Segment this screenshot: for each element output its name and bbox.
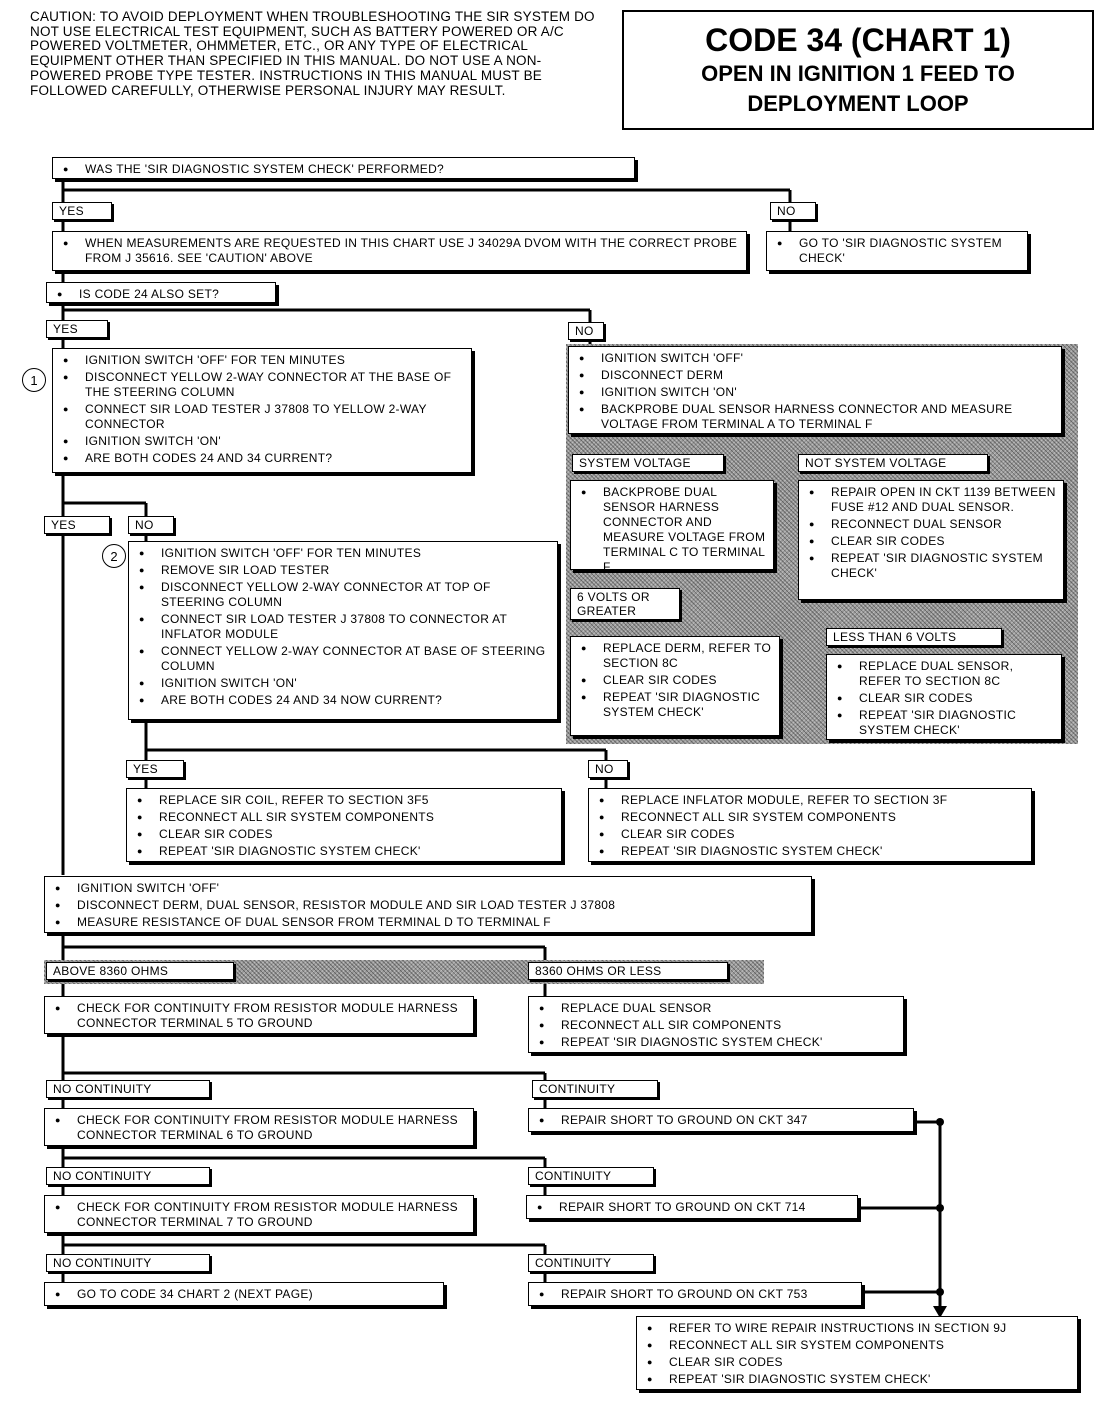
chart-title: CODE 34 (CHART 1) xyxy=(705,22,1011,58)
box-step-1 xyxy=(52,348,472,473)
list-item: ● RECONNECT DUAL SENSOR xyxy=(809,517,1057,532)
label-yes: YES xyxy=(44,516,110,534)
list-item: ● BACKPROBE DUAL SENSOR HARNESS CONNECTOR AND MEASURE VOLTAGE FROM TERMINAL A TO TERMINAL F xyxy=(579,402,1055,432)
list-item: ● GO TO CODE 34 CHART 2 (NEXT PAGE) xyxy=(55,1287,437,1302)
list-item: ● CHECK FOR CONTINUITY FROM RESISTOR MODULE HARNESS CONNECTOR TERMINAL 5 TO GROUND xyxy=(55,1001,467,1031)
box-replace-sir-coil xyxy=(126,788,562,862)
caution-text: CAUTION: TO AVOID DEPLOYMENT WHEN TROUBLESHOOTING THE SIR SYSTEM DO NOT USE ELECTRICAL TEST EQUIPMENT, SUCH AS BATTERY POWERED OR A/C POWERED VOLTMETER, OHMMETER, ETC., OR ANY TYPE OF ELECTRICAL EQUIPMENT OTHER THAN SPECIFIED IN THIS MANUAL. DO NOT USE A NON-POWERED PROBE TYPE TESTER. INSTRUCTIONS IN THIS MANUAL MUST BE FOLLOWED CAREFULLY, OTHERWISE PERSONAL INJURY MAY RESULT. xyxy=(30,9,595,98)
list-item: ● REPLACE DUAL SENSOR, REFER TO SECTION 8C xyxy=(837,659,1055,689)
box-check-terminal-7 xyxy=(44,1195,474,1233)
list-item: ● REPEAT 'SIR DIAGNOSTIC SYSTEM CHECK' xyxy=(137,844,555,859)
list-item: ● DISCONNECT DERM, DUAL SENSOR, RESISTOR MODULE AND SIR LOAD TESTER J 37808 xyxy=(55,898,805,913)
list-item: ● CONNECT SIR LOAD TESTER J 37808 TO CONNECTOR AT INFLATOR MODULE xyxy=(139,612,551,642)
label-no-continuity: NO CONTINUITY xyxy=(46,1167,210,1185)
list-item: ● DISCONNECT YELLOW 2-WAY CONNECTOR AT THE BASE OF THE STEERING COLUMN xyxy=(63,370,465,400)
list-item: ● REPLACE INFLATOR MODULE, REFER TO SECTION 3F xyxy=(599,793,1025,808)
box-measure-resistance xyxy=(44,876,812,933)
list-item: ● IS CODE 24 ALSO SET? xyxy=(57,287,269,302)
chart-subtitle-line-2: DEPLOYMENT LOOP xyxy=(747,91,969,116)
list-item: ● CLEAR SIR CODES xyxy=(581,673,773,688)
list-item: ● CHECK FOR CONTINUITY FROM RESISTOR MODULE HARNESS CONNECTOR TERMINAL 6 TO GROUND xyxy=(55,1113,467,1143)
list-item: ● REPLACE DERM, REFER TO SECTION 8C xyxy=(581,641,773,671)
label-continuity: CONTINUITY xyxy=(528,1254,654,1272)
list-item: ● REPEAT 'SIR DIAGNOSTIC SYSTEM CHECK' xyxy=(647,1372,1071,1387)
box-backprobe-terminal-c xyxy=(570,480,774,574)
label-yes: YES xyxy=(126,760,184,778)
list-item: ● IGNITION SWITCH 'OFF' FOR TEN MINUTES xyxy=(63,353,465,368)
list-item: ● WAS THE 'SIR DIAGNOSTIC SYSTEM CHECK' PERFORMED? xyxy=(63,162,628,177)
step-marker-1: 1 xyxy=(22,368,46,392)
list-item: ● RECONNECT ALL SIR SYSTEM COMPONENTS xyxy=(137,810,555,825)
list-item: ● RECONNECT ALL SIR SYSTEM COMPONENTS xyxy=(647,1338,1071,1353)
label-continuity: CONTINUITY xyxy=(528,1167,654,1185)
list-item: ● GO TO 'SIR DIAGNOSTIC SYSTEM CHECK' xyxy=(777,236,1021,266)
list-item: ● RECONNECT ALL SIR SYSTEM COMPONENTS xyxy=(599,810,1025,825)
list-item: ● REFER TO WIRE REPAIR INSTRUCTIONS IN SECTION 9J xyxy=(647,1321,1071,1336)
box-final-wire-repair xyxy=(636,1316,1078,1390)
box-repair-ckt-1139 xyxy=(798,480,1064,600)
list-item: ● IGNITION SWITCH 'ON' xyxy=(579,385,1055,400)
list-item: ● REPLACE SIR COIL, REFER TO SECTION 3F5 xyxy=(137,793,555,808)
box-check-terminal-5 xyxy=(44,996,474,1034)
list-item: ● RECONNECT ALL SIR COMPONENTS xyxy=(539,1018,897,1033)
list-item: ● REPAIR OPEN IN CKT 1139 BETWEEN FUSE #12 AND DUAL SENSOR. xyxy=(809,485,1057,515)
box-replace-inflator-module xyxy=(588,788,1032,862)
list-item: ● REPEAT 'SIR DIAGNOSTIC SYSTEM CHECK' xyxy=(837,708,1055,738)
list-item: ● REPAIR SHORT TO GROUND ON CKT 347 xyxy=(539,1113,907,1128)
label-no: NO xyxy=(568,322,604,340)
list-item: ● CLEAR SIR CODES xyxy=(647,1355,1071,1370)
label-no: NO xyxy=(770,202,816,220)
list-item: ● BACKPROBE DUAL SENSOR HARNESS CONNECTOR AND MEASURE VOLTAGE FROM TERMINAL C TO TERMINAL F xyxy=(581,485,767,575)
box-repair-ckt-753 xyxy=(528,1282,862,1306)
label-continuity: CONTINUITY xyxy=(532,1080,658,1098)
box-measurement-instructions xyxy=(52,231,747,271)
label-above-8360-ohms: ABOVE 8360 OHMS xyxy=(46,962,234,980)
list-item: ● DISCONNECT DERM xyxy=(579,368,1055,383)
list-item: ● IGNITION SWITCH 'OFF' xyxy=(579,351,1055,366)
box-repair-ckt-714 xyxy=(526,1195,858,1219)
box-replace-dual-sensor xyxy=(826,654,1062,740)
label-no-continuity: NO CONTINUITY xyxy=(46,1080,210,1098)
box-step-2 xyxy=(128,541,558,720)
list-item: ● CLEAR SIR CODES xyxy=(137,827,555,842)
list-item: ● IGNITION SWITCH 'OFF' xyxy=(55,881,805,896)
list-item: ● IGNITION SWITCH 'OFF' FOR TEN MINUTES xyxy=(139,546,551,561)
label-less-than-6-volts: LESS THAN 6 VOLTS xyxy=(826,628,1002,646)
box-no-branch-measure xyxy=(568,346,1062,434)
list-item: ● REMOVE SIR LOAD TESTER xyxy=(139,563,551,578)
list-item: ● CLEAR SIR CODES xyxy=(599,827,1025,842)
step-marker-2: 2 xyxy=(102,544,126,568)
list-item: ● WHEN MEASUREMENTS ARE REQUESTED IN THIS CHART USE J 34029A DVOM WITH THE CORRECT PROBE FROM J 35616. SEE 'CAUTION' ABOVE xyxy=(63,236,740,266)
label-not-system-voltage: NOT SYSTEM VOLTAGE xyxy=(798,454,988,472)
list-item: ● MEASURE RESISTANCE OF DUAL SENSOR FROM TERMINAL D TO TERMINAL F xyxy=(55,915,805,930)
list-item: ● CHECK FOR CONTINUITY FROM RESISTOR MODULE HARNESS CONNECTOR TERMINAL 7 TO GROUND xyxy=(55,1200,467,1230)
chart-subtitle-line-1: OPEN IN IGNITION 1 FEED TO xyxy=(701,61,1015,86)
label-no: NO xyxy=(588,760,628,778)
label-yes: YES xyxy=(46,320,108,338)
list-item: ● ARE BOTH CODES 24 AND 34 NOW CURRENT? xyxy=(139,693,551,708)
box-goto-diagnostic xyxy=(766,231,1028,271)
list-item: ● IGNITION SWITCH 'ON' xyxy=(139,676,551,691)
list-item: ● IGNITION SWITCH 'ON' xyxy=(63,434,465,449)
label-no: NO xyxy=(128,516,174,534)
list-item: ● REPEAT 'SIR DIAGNOSTIC SYSTEM CHECK' xyxy=(581,690,773,720)
list-item: ● DISCONNECT YELLOW 2-WAY CONNECTOR AT TOP OF STEERING COLUMN xyxy=(139,580,551,610)
list-item: ● REPAIR SHORT TO GROUND ON CKT 714 xyxy=(537,1200,851,1215)
box-repair-ckt-347 xyxy=(528,1108,914,1132)
list-item: ● CONNECT YELLOW 2-WAY CONNECTOR AT BASE OF STEERING COLUMN xyxy=(139,644,551,674)
box-goto-chart-2 xyxy=(44,1282,444,1306)
list-item: ● REPAIR SHORT TO GROUND ON CKT 753 xyxy=(539,1287,855,1302)
list-item: ● REPEAT 'SIR DIAGNOSTIC SYSTEM CHECK' xyxy=(599,844,1025,859)
list-item: ● CLEAR SIR CODES xyxy=(809,534,1057,549)
list-item: ● REPEAT 'SIR DIAGNOSTIC SYSTEM CHECK' xyxy=(809,551,1057,581)
list-item: ● REPLACE DUAL SENSOR xyxy=(539,1001,897,1016)
label-system-voltage: SYSTEM VOLTAGE xyxy=(572,454,724,472)
label-8360-ohms-or-less: 8360 OHMS OR LESS xyxy=(528,962,728,980)
label-yes: YES xyxy=(52,202,112,220)
list-item: ● REPEAT 'SIR DIAGNOSTIC SYSTEM CHECK' xyxy=(539,1035,897,1050)
box-replace-dual-sensor-2 xyxy=(528,996,904,1053)
box-replace-derm xyxy=(570,636,780,736)
title-box xyxy=(622,10,1094,130)
question-diagnostic-check xyxy=(52,157,635,179)
list-item: ● CLEAR SIR CODES xyxy=(837,691,1055,706)
list-item: ● CONNECT SIR LOAD TESTER J 37808 TO YELLOW 2-WAY CONNECTOR xyxy=(63,402,465,432)
label-6-volts-or-greater: 6 VOLTS OR GREATER xyxy=(570,588,680,620)
list-item: ● ARE BOTH CODES 24 AND 34 CURRENT? xyxy=(63,451,465,466)
box-check-terminal-6 xyxy=(44,1108,474,1146)
label-no-continuity: NO CONTINUITY xyxy=(46,1254,210,1272)
question-code-24 xyxy=(46,282,276,303)
